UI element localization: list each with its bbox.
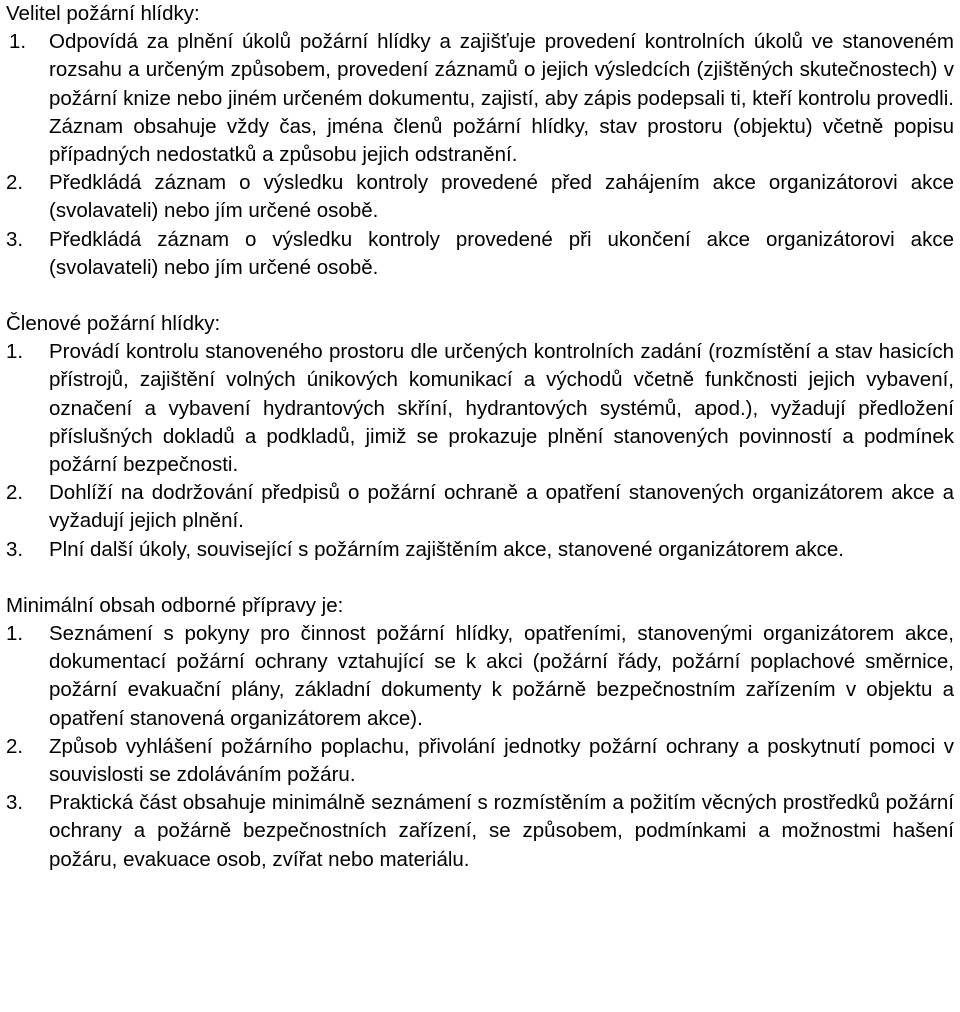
item-number: 2.	[6, 171, 24, 195]
list-item	[6, 733, 954, 789]
item-number: 1.	[6, 340, 24, 364]
item-text: Seznámení s pokyny pro činnost požární hlídky, opatřeními, stanovenými organizátorem akce, dokumentací požární ochrany vztahující se k akci (požární řády, požární poplachové směrnice, požární evakuační plány, základní dokumenty k požárně bezpečnostním zařízením v objektu a opatření stanovená organizátorem akce).	[49, 622, 954, 730]
item-number: 3.	[6, 791, 24, 815]
item-number: 3.	[6, 537, 24, 561]
item-text: Způsob vyhlášení požárního poplachu, přivolání jednotky požární ochrany a poskytnutí pomoci v souvislosti se zdoláváním požáru.	[49, 734, 954, 787]
item-number: 1.	[6, 622, 24, 646]
section-members	[6, 310, 954, 564]
section-title: Velitel požární hlídky:	[6, 2, 200, 25]
list-item	[6, 338, 954, 479]
section-title: Minimální obsah odborné přípravy je:	[6, 593, 344, 617]
duty-list	[6, 28, 954, 282]
item-text: Dohlíží na dodržování předpisů o požární ochraně a opatření stanovených organizátorem akce a vyžadují jejich plnění.	[49, 481, 954, 533]
item-text: Předkládá záznam o výsledku kontroly provedené při ukončení akce organizátorovi akce (svolavateli) nebo jím určené osobě.	[49, 227, 954, 279]
item-text: Předkládá záznam o výsledku kontroly provedené před zahájením akce organizátorovi akce (svolavateli) nebo jím určené osobě.	[49, 171, 954, 223]
list-item	[6, 226, 954, 282]
item-text: Praktická část obsahuje minimálně seznámení s rozmístěním a požitím věcných prostředků požární ochrany a požárně bezpečnostních zařízení, se způsobem, podmínkami a možnostmi hašení požáru, evakuace osob, zvířat nebo materiálu.	[49, 791, 954, 871]
list-item	[6, 620, 954, 733]
item-number: 2.	[6, 734, 24, 758]
item-text: Provádí kontrolu stanoveného prostoru dle určených kontrolních zadání (rozmístění a stav hasicích přístrojů, zajištění volných únikových komunikací a východů včetně funkčnosti jejich vybavení, označení a vybavení hydrantových skříní, hydrantových systémů, apod.), vyžadují předložení příslušných dokladů a podkladů, jimiž se prokazuje plnění stanovených povinností a podmínek požární bezpečnosti.	[49, 340, 954, 477]
training-list	[6, 620, 954, 874]
item-number: 1.	[9, 30, 27, 54]
list-item	[6, 28, 954, 169]
item-number: 3.	[6, 227, 24, 251]
item-number: 2.	[6, 481, 24, 505]
section-title: Členové požární hlídky:	[6, 312, 221, 336]
item-text: Odpovídá za plnění úkolů požární hlídky a zajišťuje provedení kontrolních úkolů ve stanoveném rozsahu a určeným způsobem, provedení záznamů o jejich výsledcích (zjištěných skutečnostech) v požární knize nebo jiném určeném dokumentu, zajistí, aby zápis podepsali ti, kteří kontrolu provedli. Záznam obsahuje vždy čas, jména členů požární hlídky, stav prostoru (objektu) včetně popisu případných nedostatků a způsobu jejich odstranění.	[49, 30, 954, 167]
section-commander	[6, 0, 954, 282]
section-training	[6, 592, 954, 874]
list-item	[6, 789, 954, 874]
item-text: Plní další úkoly, související s požárním zajištěním akce, stanovené organizátorem akce.	[49, 537, 844, 561]
document-page	[6, 0, 954, 874]
list-item	[6, 536, 954, 564]
duty-list	[6, 338, 954, 564]
list-item	[6, 479, 954, 535]
list-item	[6, 169, 954, 225]
